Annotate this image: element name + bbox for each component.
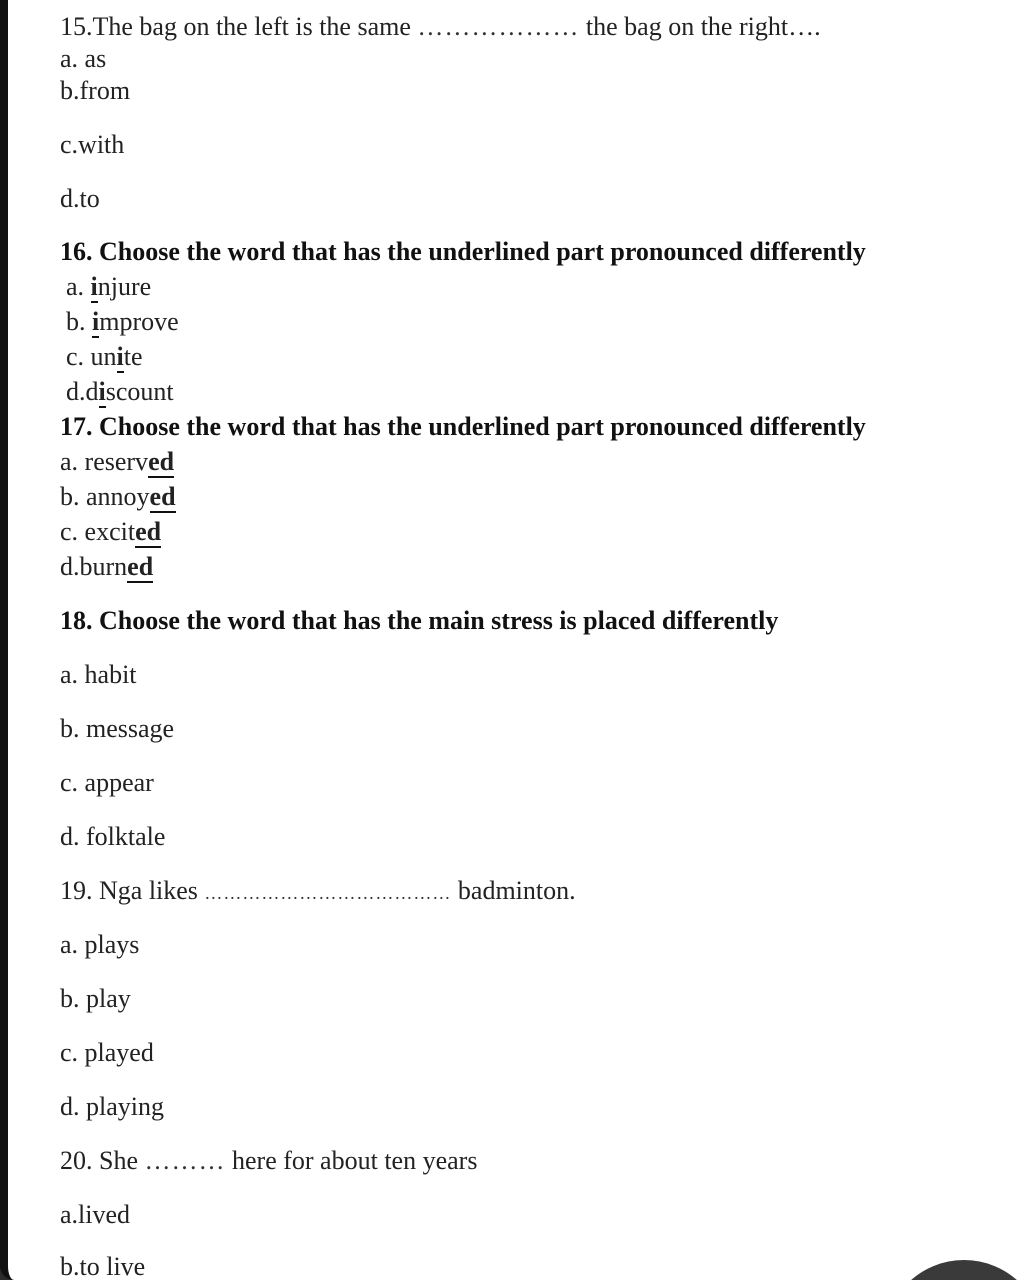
q16-option-a: a. injure <box>66 272 152 301</box>
q18-title: 18. Choose the word that has the main stress is placed differently <box>60 606 779 635</box>
q17-title: 17. Choose the word that has the underlined part pronounced differently <box>60 412 866 441</box>
q19-option-a: a. plays <box>60 930 140 959</box>
q15-option-c: c.with <box>60 130 125 159</box>
q16-option-c: c. unite <box>66 342 143 371</box>
q17-option-d: d.burned <box>60 552 154 581</box>
q19-option-b: b. play <box>60 984 131 1013</box>
q18-option-b: b. message <box>60 714 175 743</box>
dark-corner-overlay <box>884 1260 1024 1280</box>
q20-stem: 20. She ……… here for about ten years <box>60 1146 478 1175</box>
q18-option-c: c. appear <box>60 768 154 797</box>
q15-stem: 15.The bag on the left is the same ……………… the bag on the right…. <box>60 12 821 41</box>
q15-option-b: b.from <box>60 76 131 105</box>
q19-option-c: c. played <box>60 1038 154 1067</box>
q19-option-d: d. playing <box>60 1092 164 1121</box>
q15-option-d: d.to <box>60 184 100 213</box>
q16-option-d: d.discount <box>66 377 174 406</box>
q15-option-a: a. as <box>60 44 107 73</box>
q16-option-b: b. improve <box>66 307 179 336</box>
q20-option-a: a.lived <box>60 1200 131 1229</box>
q17-option-c: c. excited <box>60 517 162 546</box>
q17-option-b: b. annoyed <box>60 482 176 511</box>
q16-title: 16. Choose the word that has the underlined part pronounced differently <box>60 237 866 266</box>
q20-option-b: b.to live <box>60 1252 146 1280</box>
q18-option-a: a. habit <box>60 660 137 689</box>
q17-option-a: a. reserved <box>60 447 175 476</box>
q18-option-d: d. folktale <box>60 822 166 851</box>
q19-stem: 19. Nga likes ………………………………… badminton. <box>60 876 576 905</box>
